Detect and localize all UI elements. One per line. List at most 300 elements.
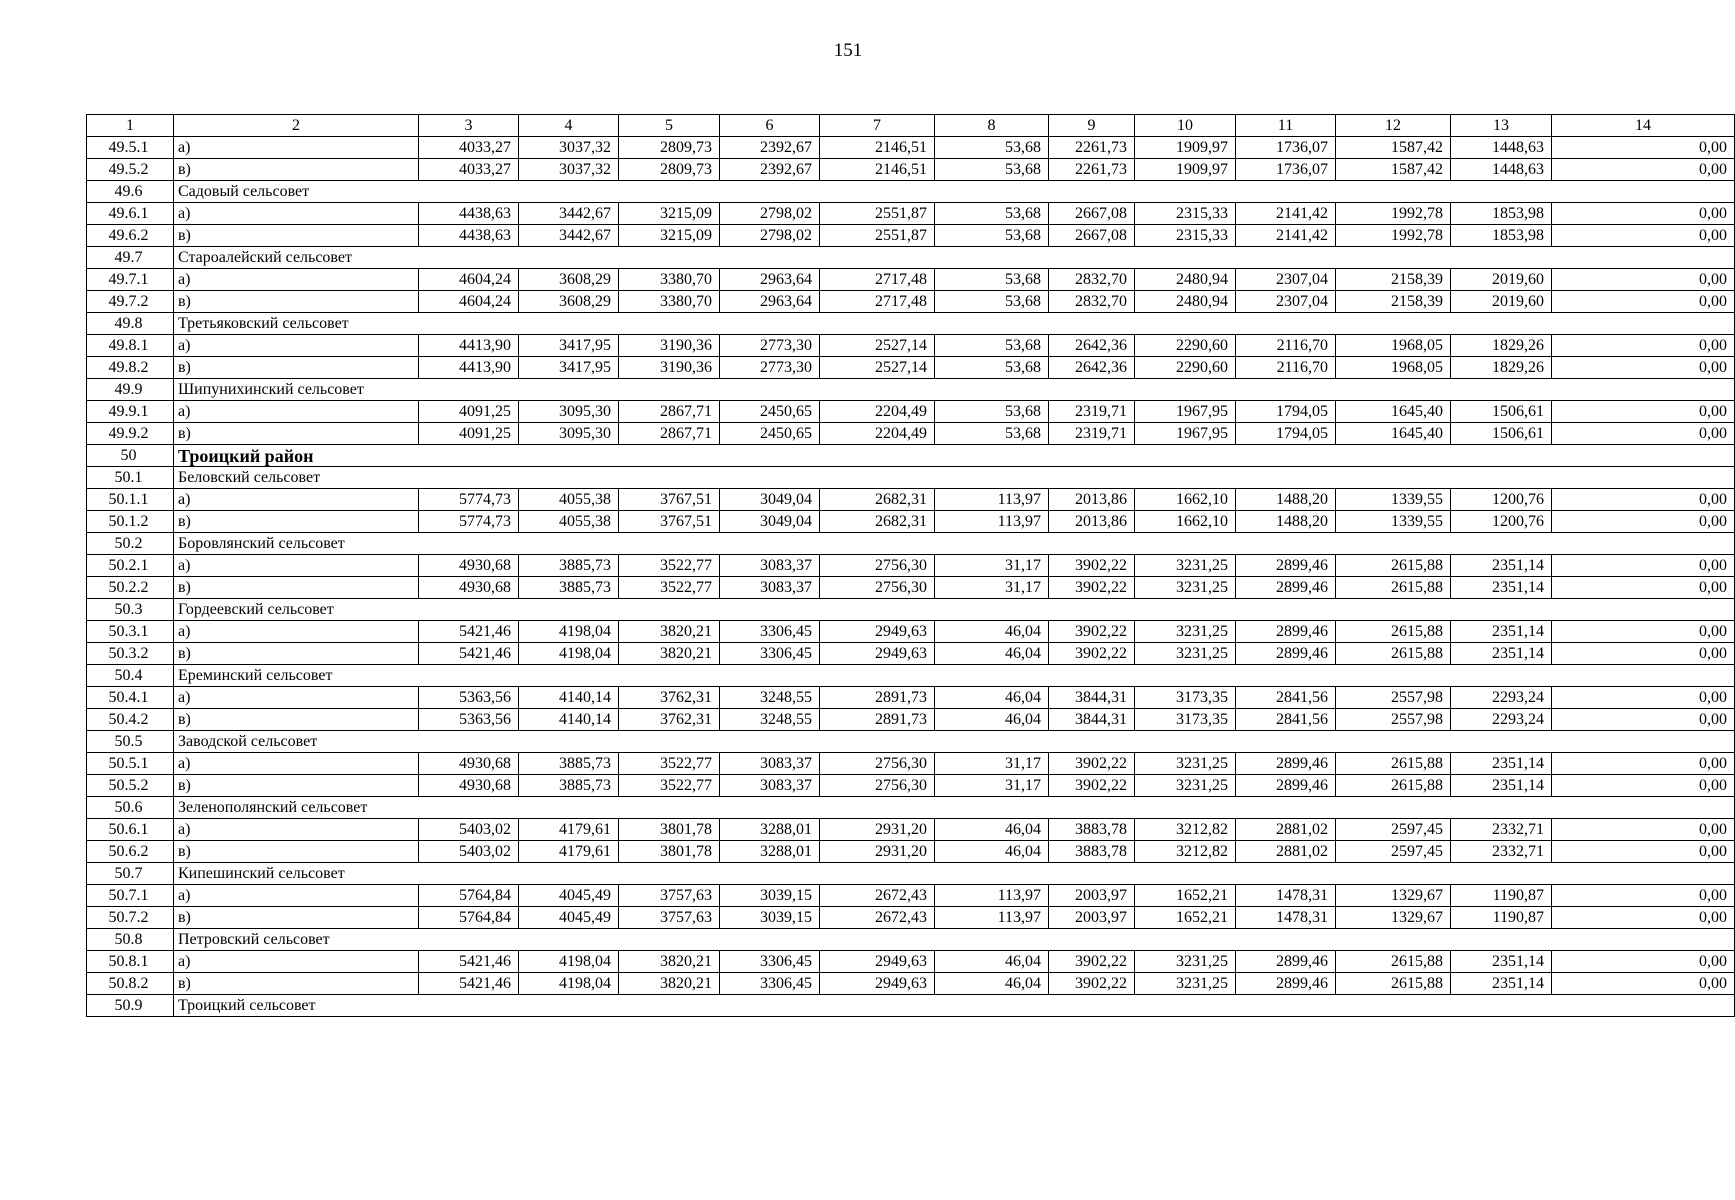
- value-cell: 2756,30: [820, 577, 935, 599]
- value-cell: 4179,61: [519, 841, 619, 863]
- value-cell: 3608,29: [519, 269, 619, 291]
- value-cell: 4198,04: [519, 643, 619, 665]
- value-cell: 2293,24: [1451, 687, 1552, 709]
- value-cell: 3801,78: [619, 841, 720, 863]
- value-cell: 3820,21: [619, 951, 720, 973]
- value-cell: 2642,36: [1049, 357, 1135, 379]
- value-cell: 3380,70: [619, 291, 720, 313]
- section-heading-row: [87, 929, 1735, 951]
- row-code: 50.7.2: [87, 907, 174, 929]
- column-number-cell: 7: [820, 115, 935, 137]
- value-cell: 4179,61: [519, 819, 619, 841]
- value-cell: 0,00: [1552, 269, 1735, 291]
- column-number-cell: 10: [1135, 115, 1236, 137]
- value-cell: 3902,22: [1049, 577, 1135, 599]
- section-name: Садовый сельсовет: [174, 181, 419, 203]
- value-cell: 0,00: [1552, 225, 1735, 247]
- value-cell: 2480,94: [1135, 269, 1236, 291]
- value-cell: 1662,10: [1135, 511, 1236, 533]
- row-variant-label: в): [174, 973, 419, 995]
- value-cell: 2307,04: [1236, 269, 1336, 291]
- section-heading-row: [87, 599, 1735, 621]
- value-cell: 3248,55: [720, 687, 820, 709]
- value-cell: 3902,22: [1049, 973, 1135, 995]
- row-variant-label: а): [174, 269, 419, 291]
- value-cell: 2899,46: [1236, 577, 1336, 599]
- value-cell: 3306,45: [720, 951, 820, 973]
- value-cell: 113,97: [935, 907, 1049, 929]
- value-cell: 3037,32: [519, 137, 619, 159]
- value-cell: 4091,25: [419, 401, 519, 423]
- value-cell: 46,04: [935, 643, 1049, 665]
- column-number-cell: 1: [87, 115, 174, 137]
- row-code: 50.3.1: [87, 621, 174, 643]
- section-name: Заводской сельсовет: [174, 731, 419, 753]
- value-cell: 4930,68: [419, 775, 519, 797]
- value-cell: 4930,68: [419, 577, 519, 599]
- column-number-cell: 14: [1552, 115, 1735, 137]
- value-cell: 3885,73: [519, 577, 619, 599]
- value-cell: 3231,25: [1135, 775, 1236, 797]
- value-cell: 2351,14: [1451, 621, 1552, 643]
- value-cell: 4438,63: [419, 203, 519, 225]
- section-name: Кипешинский сельсовет: [174, 863, 419, 885]
- value-cell: 4413,90: [419, 335, 519, 357]
- section-heading-row: [87, 467, 1735, 489]
- row-variant-label: в): [174, 225, 419, 247]
- section-filler: [419, 181, 1735, 203]
- value-cell: 2899,46: [1236, 951, 1336, 973]
- row-code: 50.7: [87, 863, 174, 885]
- table-row: [87, 159, 1735, 181]
- value-cell: 2841,56: [1236, 687, 1336, 709]
- value-cell: 2963,64: [720, 291, 820, 313]
- value-cell: 0,00: [1552, 643, 1735, 665]
- value-cell: 2899,46: [1236, 775, 1336, 797]
- value-cell: 2867,71: [619, 423, 720, 445]
- value-cell: 1478,31: [1236, 907, 1336, 929]
- value-cell: 3095,30: [519, 401, 619, 423]
- table-row: [87, 885, 1735, 907]
- section-filler: [419, 533, 1735, 555]
- value-cell: 2667,08: [1049, 225, 1135, 247]
- value-cell: 1992,78: [1336, 203, 1451, 225]
- value-cell: 3522,77: [619, 577, 720, 599]
- value-cell: 113,97: [935, 885, 1049, 907]
- value-cell: 3417,95: [519, 335, 619, 357]
- district-heading-row: [87, 445, 1735, 467]
- value-cell: 1967,95: [1135, 401, 1236, 423]
- value-cell: 2351,14: [1451, 775, 1552, 797]
- row-code: 50.3.2: [87, 643, 174, 665]
- value-cell: 3306,45: [720, 621, 820, 643]
- value-cell: 3190,36: [619, 357, 720, 379]
- value-cell: 1448,63: [1451, 137, 1552, 159]
- value-cell: 2141,42: [1236, 203, 1336, 225]
- section-heading-row: [87, 313, 1735, 335]
- value-cell: 2931,20: [820, 841, 935, 863]
- value-cell: 2557,98: [1336, 687, 1451, 709]
- value-cell: 3902,22: [1049, 621, 1135, 643]
- value-cell: 0,00: [1552, 423, 1735, 445]
- value-cell: 2798,02: [720, 225, 820, 247]
- value-cell: 1645,40: [1336, 401, 1451, 423]
- section-name: Шипунихинский сельсовет: [174, 379, 419, 401]
- table-row: [87, 621, 1735, 643]
- value-cell: 2615,88: [1336, 753, 1451, 775]
- value-cell: 3049,04: [720, 489, 820, 511]
- table-row: [87, 907, 1735, 929]
- row-code: 50.4.2: [87, 709, 174, 731]
- value-cell: 2290,60: [1135, 335, 1236, 357]
- value-cell: 2204,49: [820, 401, 935, 423]
- row-code: 50.5.2: [87, 775, 174, 797]
- value-cell: 2315,33: [1135, 225, 1236, 247]
- value-cell: 1968,05: [1336, 335, 1451, 357]
- value-cell: 3231,25: [1135, 643, 1236, 665]
- row-variant-label: в): [174, 511, 419, 533]
- table-row: [87, 819, 1735, 841]
- value-cell: 0,00: [1552, 841, 1735, 863]
- value-cell: 2013,86: [1049, 511, 1135, 533]
- section-filler: [419, 863, 1735, 885]
- row-code: 50.4.1: [87, 687, 174, 709]
- value-cell: 4198,04: [519, 973, 619, 995]
- value-cell: 4055,38: [519, 489, 619, 511]
- value-cell: 3442,67: [519, 225, 619, 247]
- row-variant-label: в): [174, 423, 419, 445]
- value-cell: 4033,27: [419, 159, 519, 181]
- value-cell: 2899,46: [1236, 621, 1336, 643]
- value-cell: 0,00: [1552, 709, 1735, 731]
- value-cell: 113,97: [935, 511, 1049, 533]
- value-cell: 2867,71: [619, 401, 720, 423]
- value-cell: 3231,25: [1135, 973, 1236, 995]
- value-cell: 2261,73: [1049, 137, 1135, 159]
- row-variant-label: а): [174, 203, 419, 225]
- value-cell: 46,04: [935, 973, 1049, 995]
- value-cell: 3902,22: [1049, 753, 1135, 775]
- table-row: [87, 401, 1735, 423]
- value-cell: 2332,71: [1451, 819, 1552, 841]
- value-cell: 1329,67: [1336, 885, 1451, 907]
- value-cell: 1478,31: [1236, 885, 1336, 907]
- value-cell: 3037,32: [519, 159, 619, 181]
- row-variant-label: а): [174, 885, 419, 907]
- value-cell: 4604,24: [419, 291, 519, 313]
- value-cell: 2881,02: [1236, 841, 1336, 863]
- row-variant-label: а): [174, 489, 419, 511]
- value-cell: 113,97: [935, 489, 1049, 511]
- value-cell: 1909,97: [1135, 137, 1236, 159]
- district-name: Троицкий район: [174, 445, 419, 467]
- value-cell: 3083,37: [720, 555, 820, 577]
- column-number-cell: 2: [174, 115, 419, 137]
- row-code: 50.5.1: [87, 753, 174, 775]
- column-number-header: [87, 115, 1735, 137]
- value-cell: 0,00: [1552, 203, 1735, 225]
- value-cell: 46,04: [935, 709, 1049, 731]
- value-cell: 1736,07: [1236, 159, 1336, 181]
- value-cell: 2315,33: [1135, 203, 1236, 225]
- value-cell: 2158,39: [1336, 269, 1451, 291]
- table-row: [87, 269, 1735, 291]
- value-cell: 3288,01: [720, 819, 820, 841]
- row-code: 50.2: [87, 533, 174, 555]
- row-code: 50.1: [87, 467, 174, 489]
- value-cell: 2527,14: [820, 335, 935, 357]
- table-row: [87, 137, 1735, 159]
- value-cell: 3608,29: [519, 291, 619, 313]
- value-cell: 4091,25: [419, 423, 519, 445]
- section-name: Троицкий сельсовет: [174, 995, 419, 1017]
- value-cell: 3306,45: [720, 973, 820, 995]
- value-cell: 2597,45: [1336, 819, 1451, 841]
- value-cell: 2682,31: [820, 511, 935, 533]
- value-cell: 2615,88: [1336, 621, 1451, 643]
- section-filler: [419, 995, 1735, 1017]
- table-row: [87, 511, 1735, 533]
- row-code: 50.9: [87, 995, 174, 1017]
- table-row: [87, 335, 1735, 357]
- value-cell: 3883,78: [1049, 819, 1135, 841]
- section-name: Гордеевский сельсовет: [174, 599, 419, 621]
- value-cell: 3762,31: [619, 709, 720, 731]
- value-cell: 0,00: [1552, 577, 1735, 599]
- value-cell: 2891,73: [820, 709, 935, 731]
- value-cell: 3767,51: [619, 489, 720, 511]
- value-cell: 3190,36: [619, 335, 720, 357]
- page-number: 151: [833, 40, 863, 61]
- value-cell: 1967,95: [1135, 423, 1236, 445]
- row-code: 50.2.2: [87, 577, 174, 599]
- value-cell: 5764,84: [419, 907, 519, 929]
- row-code: 50.6.1: [87, 819, 174, 841]
- value-cell: 3522,77: [619, 555, 720, 577]
- value-cell: 2899,46: [1236, 973, 1336, 995]
- value-cell: 3883,78: [1049, 841, 1135, 863]
- value-cell: 1506,61: [1451, 401, 1552, 423]
- row-code: 49.5.1: [87, 137, 174, 159]
- section-heading-row: [87, 247, 1735, 269]
- row-code: 50: [87, 445, 174, 467]
- value-cell: 1506,61: [1451, 423, 1552, 445]
- value-cell: 0,00: [1552, 907, 1735, 929]
- value-cell: 1645,40: [1336, 423, 1451, 445]
- row-code: 50.6: [87, 797, 174, 819]
- value-cell: 3215,09: [619, 225, 720, 247]
- value-cell: 2899,46: [1236, 643, 1336, 665]
- row-variant-label: в): [174, 577, 419, 599]
- value-cell: 0,00: [1552, 555, 1735, 577]
- value-cell: 2146,51: [820, 137, 935, 159]
- value-cell: 31,17: [935, 555, 1049, 577]
- value-cell: 1992,78: [1336, 225, 1451, 247]
- table-row: [87, 687, 1735, 709]
- column-number-cell: 4: [519, 115, 619, 137]
- row-code: 50.8: [87, 929, 174, 951]
- section-name: Третьяковский сельсовет: [174, 313, 419, 335]
- value-cell: 2158,39: [1336, 291, 1451, 313]
- section-heading-row: [87, 533, 1735, 555]
- value-cell: 2290,60: [1135, 357, 1236, 379]
- value-cell: 4045,49: [519, 907, 619, 929]
- table-row: [87, 225, 1735, 247]
- value-cell: 1339,55: [1336, 511, 1451, 533]
- value-cell: 0,00: [1552, 951, 1735, 973]
- value-cell: 3215,09: [619, 203, 720, 225]
- value-cell: 2319,71: [1049, 423, 1135, 445]
- column-number-cell: 13: [1451, 115, 1552, 137]
- value-cell: 53,68: [935, 203, 1049, 225]
- value-cell: 4055,38: [519, 511, 619, 533]
- value-cell: 0,00: [1552, 291, 1735, 313]
- value-cell: 2146,51: [820, 159, 935, 181]
- table-row: [87, 357, 1735, 379]
- value-cell: 2615,88: [1336, 951, 1451, 973]
- row-variant-label: а): [174, 951, 419, 973]
- value-cell: 0,00: [1552, 687, 1735, 709]
- row-code: 49.6.1: [87, 203, 174, 225]
- value-cell: 2204,49: [820, 423, 935, 445]
- value-cell: 3173,35: [1135, 687, 1236, 709]
- value-cell: 3844,31: [1049, 709, 1135, 731]
- section-filler: [419, 929, 1735, 951]
- table-row: [87, 423, 1735, 445]
- value-cell: 2351,14: [1451, 577, 1552, 599]
- value-cell: 2319,71: [1049, 401, 1135, 423]
- row-variant-label: в): [174, 357, 419, 379]
- column-number-cell: 9: [1049, 115, 1135, 137]
- value-cell: 2949,63: [820, 973, 935, 995]
- value-cell: 1190,87: [1451, 885, 1552, 907]
- value-cell: 1736,07: [1236, 137, 1336, 159]
- value-cell: 2261,73: [1049, 159, 1135, 181]
- value-cell: 3288,01: [720, 841, 820, 863]
- value-cell: 2116,70: [1236, 357, 1336, 379]
- value-cell: 3039,15: [720, 907, 820, 929]
- value-cell: 4198,04: [519, 621, 619, 643]
- value-cell: 0,00: [1552, 159, 1735, 181]
- value-cell: 5421,46: [419, 643, 519, 665]
- value-cell: 5764,84: [419, 885, 519, 907]
- value-cell: 3442,67: [519, 203, 619, 225]
- value-cell: 0,00: [1552, 885, 1735, 907]
- value-cell: 3522,77: [619, 753, 720, 775]
- section-heading-row: [87, 731, 1735, 753]
- section-filler: [419, 797, 1735, 819]
- value-cell: 2351,14: [1451, 951, 1552, 973]
- section-heading-row: [87, 665, 1735, 687]
- value-cell: 53,68: [935, 423, 1049, 445]
- value-cell: 2392,67: [720, 159, 820, 181]
- value-cell: 2450,65: [720, 401, 820, 423]
- row-code: 50.1.1: [87, 489, 174, 511]
- value-cell: 3231,25: [1135, 621, 1236, 643]
- value-cell: 5403,02: [419, 819, 519, 841]
- value-cell: 2332,71: [1451, 841, 1552, 863]
- row-variant-label: в): [174, 907, 419, 929]
- value-cell: 2832,70: [1049, 269, 1135, 291]
- value-cell: 3049,04: [720, 511, 820, 533]
- row-code: 50.5: [87, 731, 174, 753]
- value-cell: 0,00: [1552, 335, 1735, 357]
- column-number-cell: 3: [419, 115, 519, 137]
- section-name: Зеленополянский сельсовет: [174, 797, 419, 819]
- value-cell: 4930,68: [419, 555, 519, 577]
- value-cell: 2480,94: [1135, 291, 1236, 313]
- value-cell: 3902,22: [1049, 775, 1135, 797]
- value-cell: 2527,14: [820, 357, 935, 379]
- row-variant-label: а): [174, 137, 419, 159]
- value-cell: 3902,22: [1049, 643, 1135, 665]
- value-cell: 1829,26: [1451, 335, 1552, 357]
- row-code: 49.7.2: [87, 291, 174, 313]
- table-row: [87, 577, 1735, 599]
- row-variant-label: а): [174, 621, 419, 643]
- value-cell: 2013,86: [1049, 489, 1135, 511]
- value-cell: 2392,67: [720, 137, 820, 159]
- value-cell: 1794,05: [1236, 401, 1336, 423]
- row-variant-label: а): [174, 335, 419, 357]
- value-cell: 2682,31: [820, 489, 935, 511]
- value-cell: 3248,55: [720, 709, 820, 731]
- value-cell: 2116,70: [1236, 335, 1336, 357]
- value-cell: 31,17: [935, 577, 1049, 599]
- row-code: 50.7.1: [87, 885, 174, 907]
- value-cell: 3820,21: [619, 973, 720, 995]
- value-cell: 53,68: [935, 159, 1049, 181]
- value-cell: 3231,25: [1135, 555, 1236, 577]
- value-cell: 2963,64: [720, 269, 820, 291]
- value-cell: 2949,63: [820, 951, 935, 973]
- value-cell: 2667,08: [1049, 203, 1135, 225]
- value-cell: 5363,56: [419, 687, 519, 709]
- value-cell: 3820,21: [619, 643, 720, 665]
- value-cell: 53,68: [935, 137, 1049, 159]
- value-cell: 5403,02: [419, 841, 519, 863]
- value-cell: 2949,63: [820, 643, 935, 665]
- value-cell: 3885,73: [519, 753, 619, 775]
- value-cell: 2141,42: [1236, 225, 1336, 247]
- row-variant-label: а): [174, 555, 419, 577]
- row-variant-label: а): [174, 819, 419, 841]
- section-heading-row: [87, 181, 1735, 203]
- row-code: 50.3: [87, 599, 174, 621]
- value-cell: 4413,90: [419, 357, 519, 379]
- table-row: [87, 291, 1735, 313]
- value-cell: 2756,30: [820, 753, 935, 775]
- row-variant-label: в): [174, 159, 419, 181]
- value-cell: 2949,63: [820, 621, 935, 643]
- value-cell: 3095,30: [519, 423, 619, 445]
- value-cell: 3844,31: [1049, 687, 1135, 709]
- value-cell: 2351,14: [1451, 643, 1552, 665]
- tariff-table: [86, 114, 1735, 1017]
- column-number-cell: 6: [720, 115, 820, 137]
- value-cell: 1853,98: [1451, 225, 1552, 247]
- row-code: 49.5.2: [87, 159, 174, 181]
- value-cell: 1200,76: [1451, 489, 1552, 511]
- value-cell: 5421,46: [419, 621, 519, 643]
- section-filler: [419, 445, 1735, 467]
- value-cell: 0,00: [1552, 401, 1735, 423]
- value-cell: 0,00: [1552, 357, 1735, 379]
- value-cell: 2551,87: [820, 203, 935, 225]
- value-cell: 5774,73: [419, 511, 519, 533]
- value-cell: 0,00: [1552, 973, 1735, 995]
- row-code: 49.9: [87, 379, 174, 401]
